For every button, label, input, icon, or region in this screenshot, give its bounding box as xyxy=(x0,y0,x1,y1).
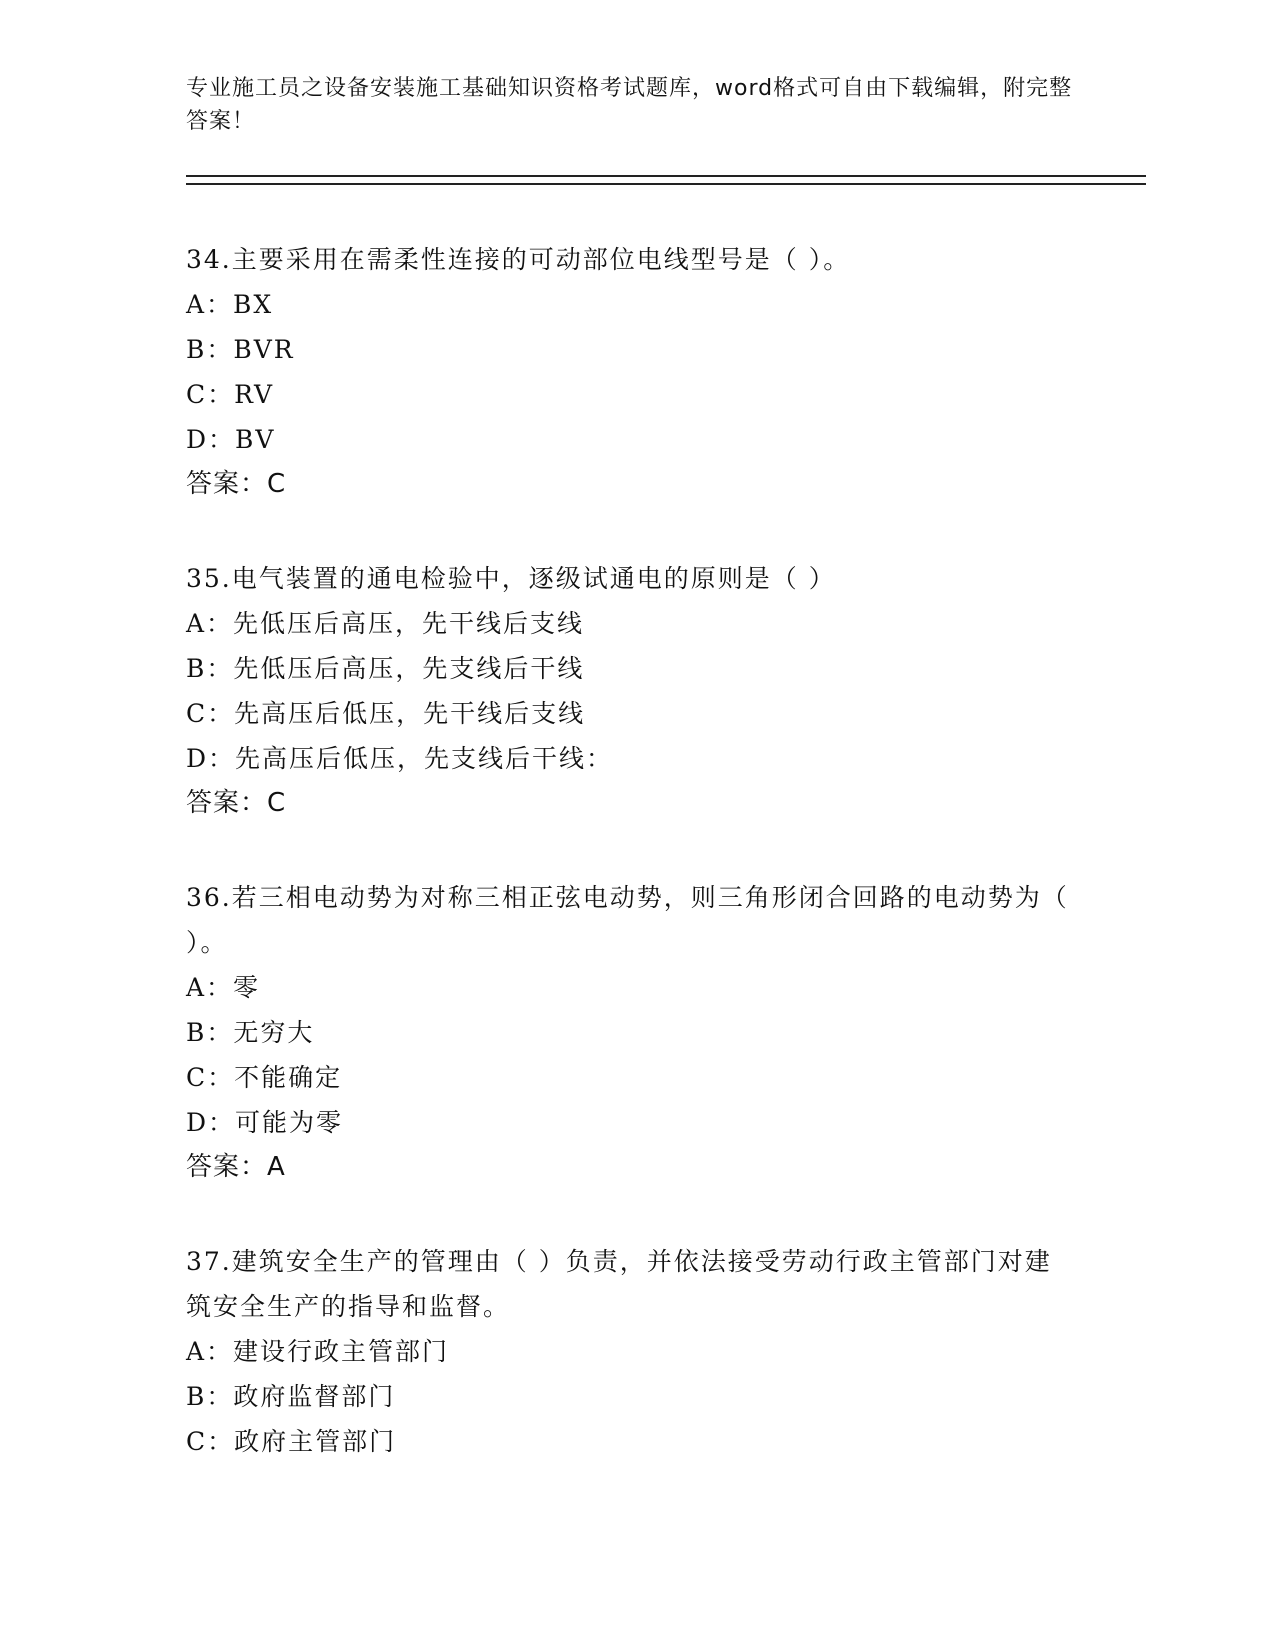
question-stem: 36.若三相电动势为对称三相正弦电动势，则三角形闭合回路的电动势为（ ）。 xyxy=(186,883,1069,957)
option-a: A：先低压后高压，先干线后支线 xyxy=(186,609,585,638)
question-37 xyxy=(186,1239,1146,1464)
question-stem: 37.建筑安全生产的管理由（ ）负责，并依法接受劳动行政主管部门对建筑安全生产的指导和监督。 xyxy=(186,1247,1052,1321)
option-b: B：先低压后高压，先支线后干线 xyxy=(186,654,585,683)
question-stem: 34.主要采用在需柔性连接的可动部位电线型号是（ ）。 xyxy=(186,245,851,274)
option-c: C：RV xyxy=(186,380,275,409)
option-d: D：先高压后低压，先支线后干线： xyxy=(186,744,614,773)
document-page xyxy=(186,72,1146,1513)
option-b: B：无穷大 xyxy=(186,1018,315,1047)
option-d: D：可能为零 xyxy=(186,1108,344,1137)
option-c: C：不能确定 xyxy=(186,1063,343,1092)
option-a: A：BX xyxy=(186,290,274,319)
document-intro: 专业施工员之设备安装施工基础知识资格考试题库，word格式可自由下载编辑，附完整答案！ xyxy=(186,76,1073,134)
option-d: D：BV xyxy=(186,425,276,454)
question-35 xyxy=(186,556,1146,826)
option-c: C：先高压后低压，先干线后支线 xyxy=(186,699,586,728)
answer-line: 答案：C xyxy=(186,469,287,499)
option-a: A：建设行政主管部门 xyxy=(186,1337,450,1366)
double-divider xyxy=(186,175,1146,185)
question-list xyxy=(186,237,1146,1464)
answer-line: 答案：C xyxy=(186,788,287,818)
option-b: B：政府监督部门 xyxy=(186,1382,396,1411)
option-a: A：零 xyxy=(186,973,261,1002)
question-36 xyxy=(186,875,1146,1190)
answer-line: 答案：A xyxy=(186,1152,286,1182)
option-c: C：政府主管部门 xyxy=(186,1427,397,1456)
option-b: B：BVR xyxy=(186,335,295,364)
question-34 xyxy=(186,237,1146,507)
question-stem: 35.电气装置的通电检验中，逐级试通电的原则是（ ） xyxy=(186,564,836,593)
